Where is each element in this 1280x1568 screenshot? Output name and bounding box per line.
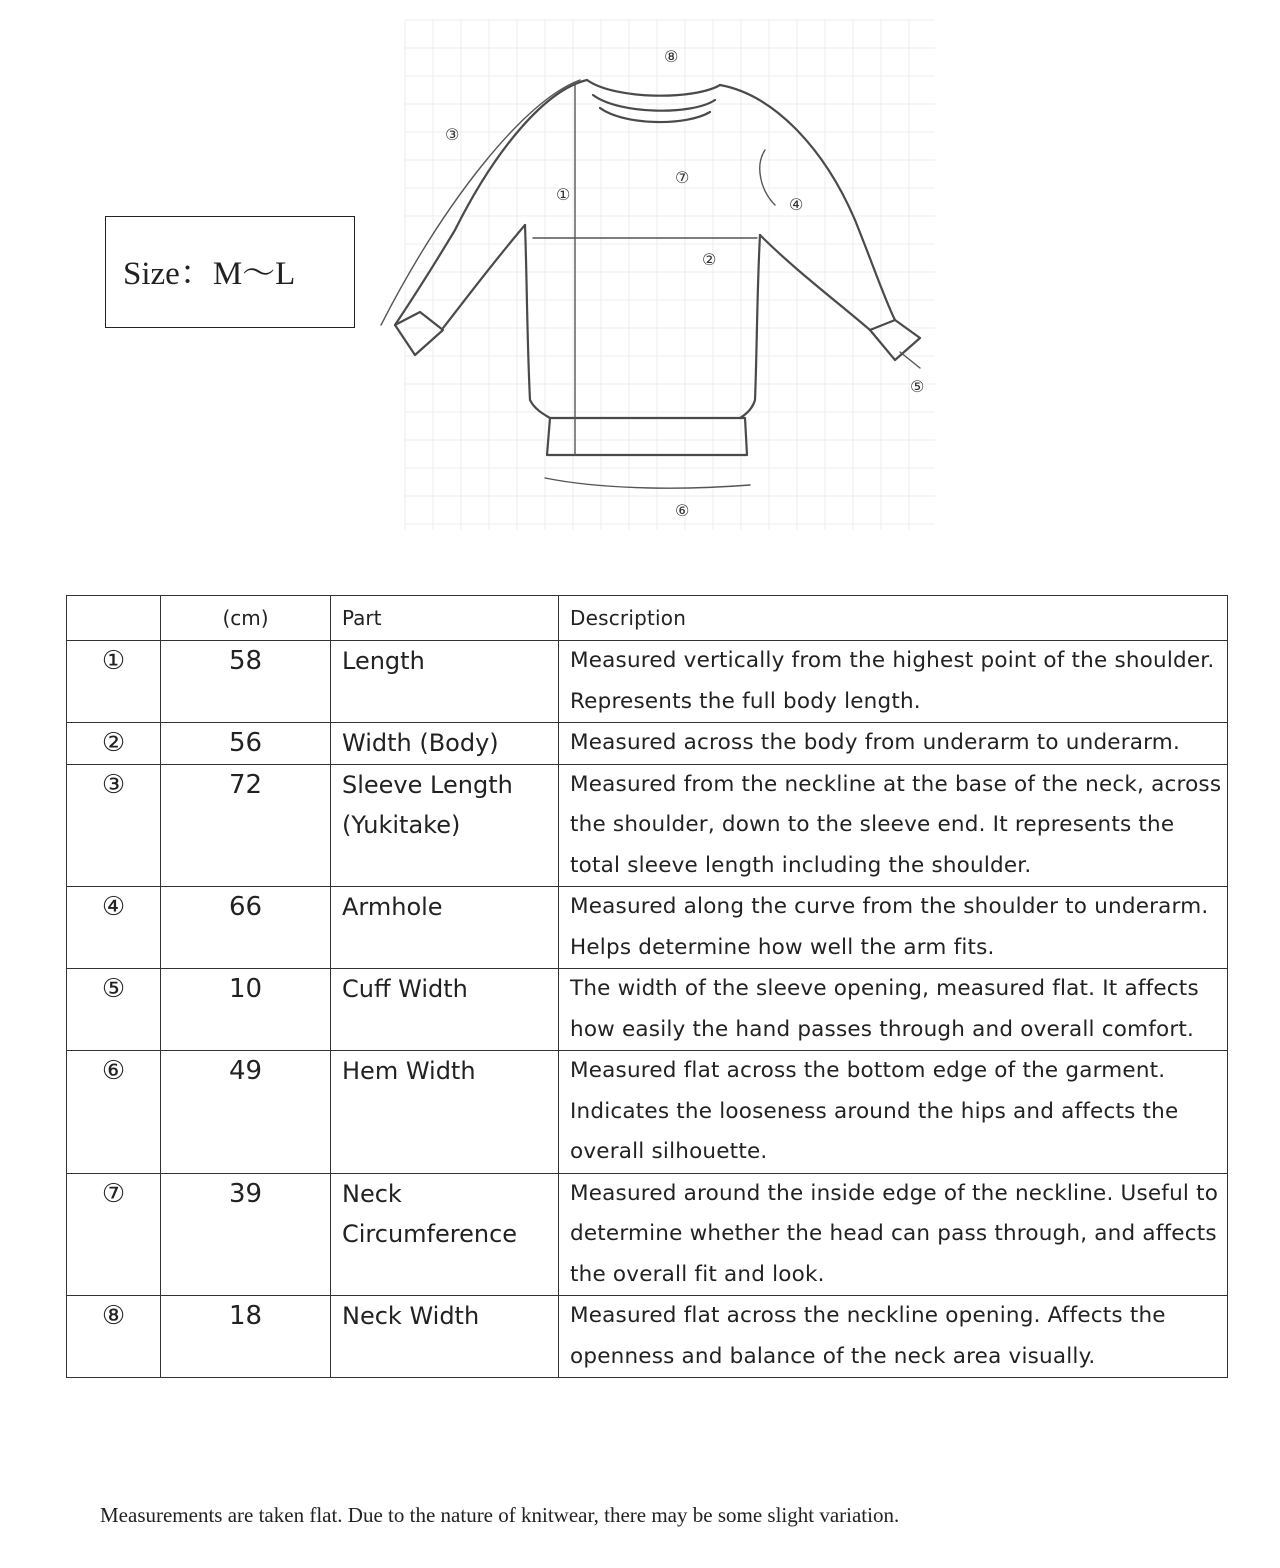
marker-1: ① [556, 185, 571, 204]
row-number: ④ [67, 887, 161, 969]
row-value: 10 [161, 969, 331, 1051]
row-value: 56 [161, 723, 331, 765]
size-box [105, 216, 355, 328]
row-number: ⑥ [67, 1051, 161, 1174]
row-number: ① [67, 641, 161, 723]
row-part: Width (Body) [331, 723, 559, 765]
marker-4: ④ [789, 195, 804, 214]
table-row [67, 1296, 1228, 1378]
row-description: Measured from the neckline at the base of the neck, across the shoulder, down to the sleeve end. It represents the total sleeve length including the shoulder. [559, 764, 1228, 887]
row-number: ⑦ [67, 1173, 161, 1296]
marker-8: ⑧ [664, 47, 679, 66]
row-part: Hem Width [331, 1051, 559, 1174]
row-description: Measured across the body from underarm to underarm. [559, 723, 1228, 765]
row-part: Neck Width [331, 1296, 559, 1378]
row-value: 72 [161, 764, 331, 887]
row-value: 58 [161, 641, 331, 723]
sweater-outline [381, 80, 920, 488]
row-description: Measured along the curve from the shoulder to underarm. Helps determine how well the arm fits. [559, 887, 1228, 969]
row-number: ⑧ [67, 1296, 161, 1378]
row-part: Armhole [331, 887, 559, 969]
marker-3: ③ [445, 125, 460, 144]
row-number: ⑤ [67, 969, 161, 1051]
table-row [67, 764, 1228, 887]
row-part: Length [331, 641, 559, 723]
table-row [67, 1173, 1228, 1296]
row-number: ③ [67, 764, 161, 887]
row-description: Measured vertically from the highest point of the shoulder. Represents the full body length. [559, 641, 1228, 723]
row-description: Measured flat across the neckline opening. Affects the openness and balance of the neck area visually. [559, 1296, 1228, 1378]
size-label: Size：M～L [123, 256, 296, 292]
row-description: Measured around the inside edge of the neckline. Useful to determine whether the head can pass through, and affects the overall fit and look. [559, 1173, 1228, 1296]
table-row [67, 887, 1228, 969]
row-part: Neck Circumference [331, 1173, 559, 1296]
sweater-measurement-sketch [375, 0, 950, 540]
marker-6: ⑥ [675, 501, 690, 520]
table-row [67, 969, 1228, 1051]
row-part: Sleeve Length (Yukitake) [331, 764, 559, 887]
row-value: 66 [161, 887, 331, 969]
table-row [67, 723, 1228, 765]
footnote: Measurements are taken flat. Due to the nature of knitwear, there may be some slight variation. [100, 1503, 900, 1527]
header-value: (cm) [161, 596, 331, 641]
header-number [67, 596, 161, 641]
row-number: ② [67, 723, 161, 765]
row-description: The width of the sleeve opening, measured flat. It affects how easily the hand passes through and overall comfort. [559, 969, 1228, 1051]
table-header-row [67, 596, 1228, 641]
row-value: 39 [161, 1173, 331, 1296]
row-value: 18 [161, 1296, 331, 1378]
row-description: Measured flat across the bottom edge of the garment. Indicates the looseness around the hips and affects the overall silhouette. [559, 1051, 1228, 1174]
marker-7: ⑦ [675, 168, 690, 187]
header-description: Description [559, 596, 1228, 641]
row-value: 49 [161, 1051, 331, 1174]
table-row [67, 1051, 1228, 1174]
measurement-table [66, 595, 1228, 1378]
header-part: Part [331, 596, 559, 641]
marker-5: ⑤ [910, 377, 925, 396]
marker-2: ② [702, 250, 717, 269]
row-part: Cuff Width [331, 969, 559, 1051]
table-row [67, 641, 1228, 723]
